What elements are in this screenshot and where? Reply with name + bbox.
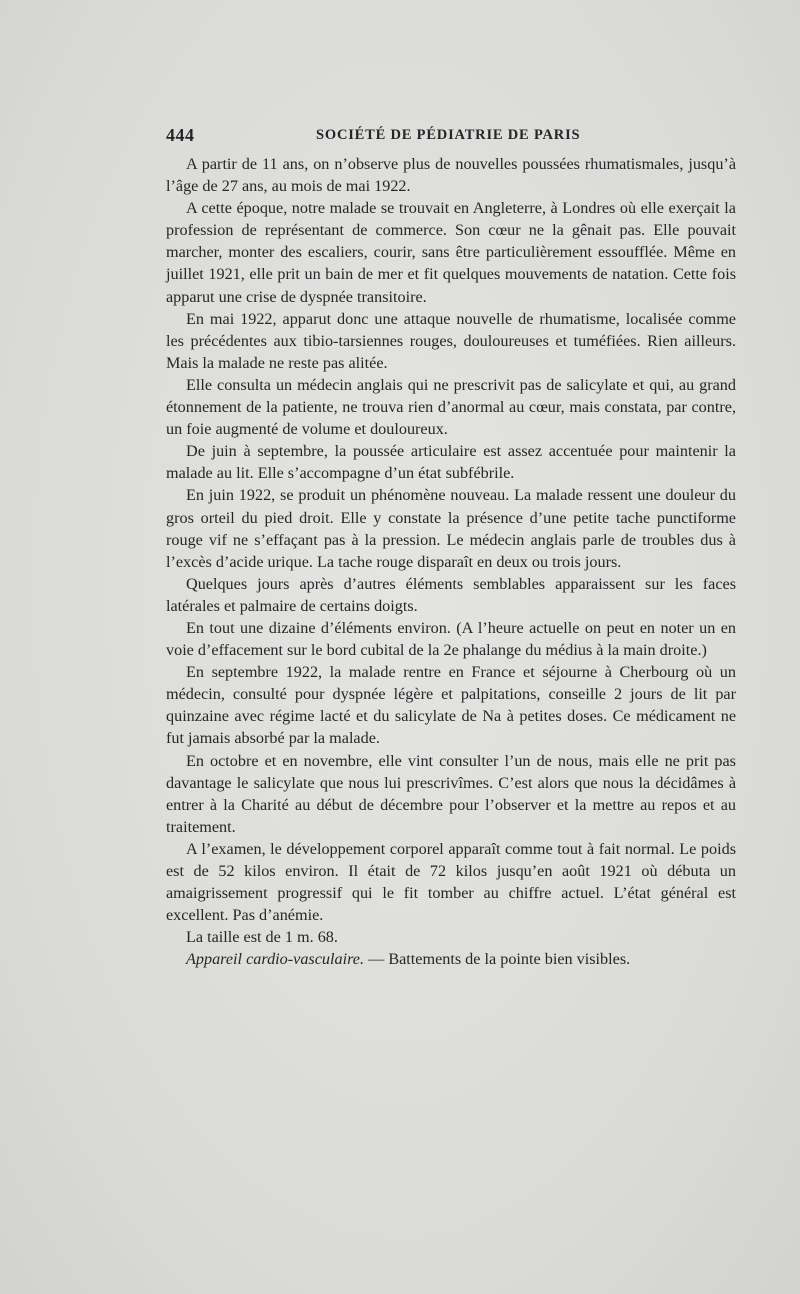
paragraph: En tout une dizaine d’éléments environ. (A l’heure actuelle on peut en noter un en voie d’effacement sur le bord cubital de la 2e phalange du médius à la main droite.) xyxy=(166,618,736,660)
paragraph: A partir de 11 ans, on n’observe plus de nouvelles poussées rhumatismales, jusqu’à l’âge de 27 ans, au mois de mai 1922. xyxy=(166,155,736,196)
paragraph: En mai 1922, apparut donc une attaque nouvelle de rhumatisme, localisée comme les précédentes aux tibio-tarsiennes rouges, douloureuses et tuméfiées. Rien ailleurs. Mais la malade ne reste pas alitée. xyxy=(166,309,736,372)
paragraph: Elle consulta un médecin anglais qui ne prescrivit pas de salicylate et qui, au grand étonnement de la patiente, ne trouva rien d’anormal au cœur, mais constata, par contre, un foie augmenté de volume et douloureux. xyxy=(166,375,736,439)
page-number: 444 xyxy=(166,125,195,145)
paragraph: En septembre 1922, la malade rentre en France et séjourne à Cherbourg où un médecin, consulté pour dyspnée légère et palpitations, conseille 2 jours de lit par quinzaine avec régime lacté et du salicylate de Na à petites doses. Ce médicament ne fut jamais absorbé par la malade. xyxy=(166,663,736,748)
paragraph-cardio xyxy=(166,948,736,970)
paragraph: En juin 1922, se produit un phénomène nouveau. La malade ressent une douleur du gros orteil du pied droit. Elle y constate la présence d’une petite tache punctiforme rouge vif ne s’effaçant pas à la pression. Le médecin anglais parle de troubles dus à l’excès d’acide urique. La tache rouge disparaît en deux ou trois jours. xyxy=(166,486,736,571)
paragraph: A cette époque, notre malade se trouvait en Angleterre, à Londres où elle exerçait la profession de représentant de commerce. Son cœur ne la gênait pas. Elle pouvait marcher, monter des escaliers, courir, sans être particulièrement essoufflée. Même en juillet 1921, elle prit un bain de mer et fit quelques mouvements de natation. Cette fois apparut une crise de dyspnée transitoire. xyxy=(166,199,736,306)
paragraph: La taille est de 1 m. 68. xyxy=(186,928,338,947)
paragraph: En octobre et en novembre, elle vint consulter l’un de nous, mais elle ne prit pas davantage le salicylate que nous lui prescrivîmes. C’est alors que nous la décidâmes à entrer à la Charité au début de décembre pour l’observer et la mettre au repos et au traitement. xyxy=(166,751,736,836)
section-lead: Appareil cardio-vasculaire. xyxy=(186,950,365,969)
paragraph: A l’examen, le développement corporel apparaît comme tout à fait normal. Le poids est de 52 kilos environ. Il était de 72 kilos jusqu’en août 1921 où débuta un amaigrissement progressif qui le fit tomber au chiffre actuel. L’état général est excellent. Pas d’anémie. xyxy=(166,839,736,925)
page-header xyxy=(166,125,736,149)
running-title: SOCIÉTÉ DE PÉDIATRIE DE PARIS xyxy=(316,127,581,143)
paragraph: Quelques jours après d’autres éléments semblables apparaissent sur les faces latérales et palmaire de certains doigts. xyxy=(166,574,736,615)
body-text xyxy=(166,153,736,970)
paragraph-text: — Battements de la pointe bien visibles. xyxy=(364,950,631,969)
paragraph: De juin à septembre, la poussée articulaire est assez accentuée pour maintenir la malade au lit. Elle s’accompagne d’un état subfébrile. xyxy=(166,442,736,483)
